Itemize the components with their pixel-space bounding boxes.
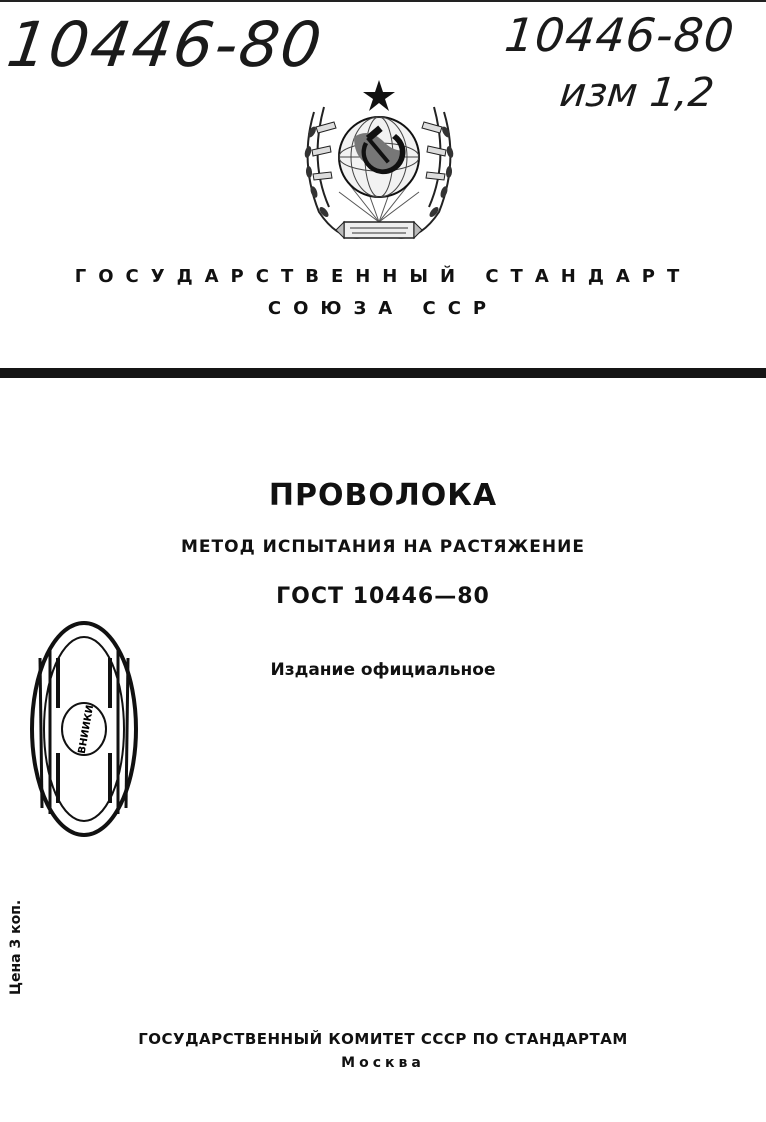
top-border-line bbox=[0, 0, 766, 2]
price-label: Цена 3 коп. bbox=[8, 899, 24, 995]
document-title: ПРОВОЛОКА bbox=[268, 478, 498, 513]
header-divider bbox=[0, 368, 766, 378]
library-stamp-icon bbox=[28, 618, 140, 840]
state-standard-heading: ГОСУДАРСТВЕННЫЙ СТАНДАРТ bbox=[74, 266, 692, 287]
publisher-city: Москва bbox=[341, 1055, 425, 1071]
gost-number: ГОСТ 10446—80 bbox=[276, 584, 490, 609]
handwritten-doc-number-right: 10446-80 bbox=[502, 8, 738, 62]
stamp-center-text: ВНИИКИ bbox=[76, 704, 97, 755]
ussr-emblem-icon bbox=[294, 72, 464, 252]
ussr-heading: СОЮЗА ССР bbox=[267, 298, 499, 319]
publisher-committee: ГОСУДАРСТВЕННЫЙ КОМИТЕТ СССР ПО СТАНДАРТАМ bbox=[138, 1030, 628, 1048]
handwritten-amendment-note: изм 1,2 bbox=[557, 70, 717, 116]
edition-label: Издание официальное bbox=[270, 660, 496, 680]
document-subtitle: МЕТОД ИСПЫТАНИЯ НА РАСТЯЖЕНИЕ bbox=[181, 537, 585, 557]
handwritten-doc-number-left: 10446-80 bbox=[2, 8, 328, 81]
